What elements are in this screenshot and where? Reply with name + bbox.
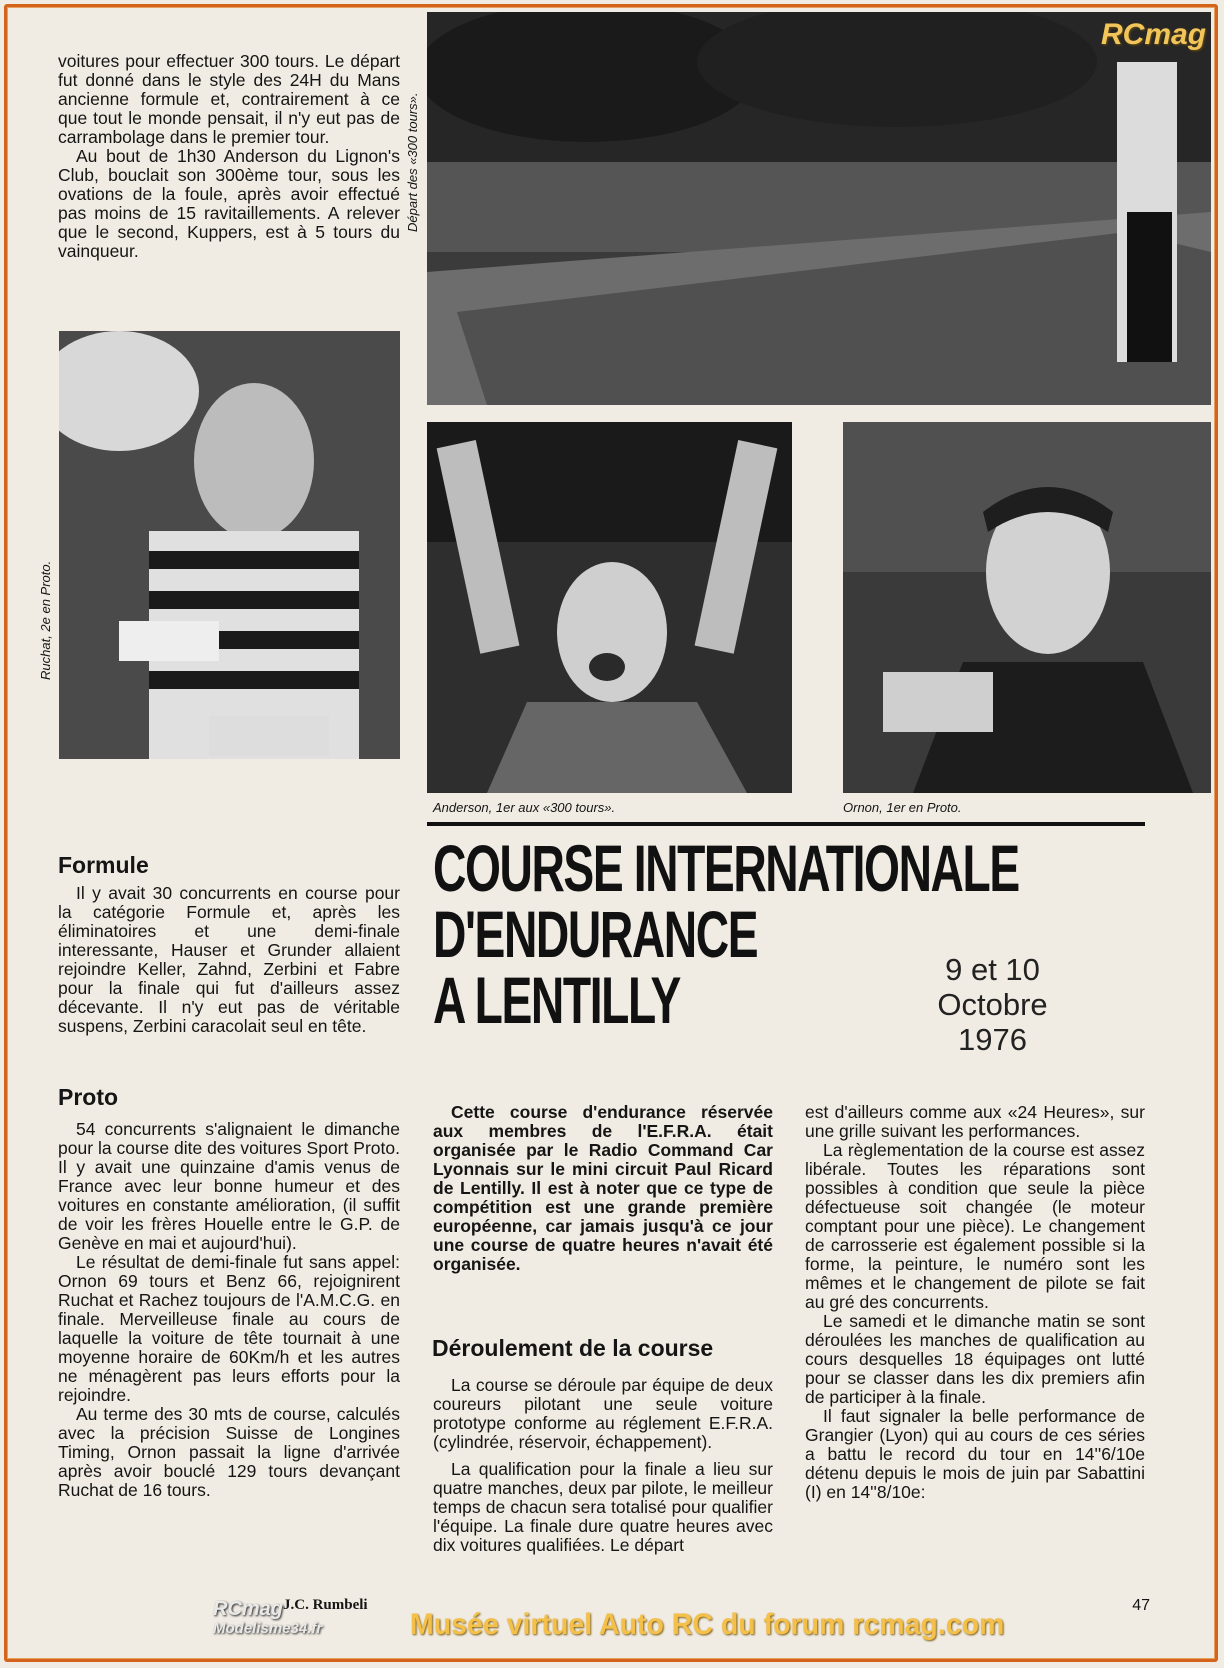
right-paragraph: Le samedi et le dimanche matin se sont déroulées les manches de qualification au cours desquelles 18 équipages ont lutté pour se classer dans les dix premiers afin de participer à la finale. [805,1311,1145,1407]
intro-bold-column [433,1103,773,1274]
deroulement-paragraph: La qualification pour la finale a lieu sur quatre manches, deux par pilote, le meilleur temps de chacun sera totalisé pour qualifier l'équipe. La finale dure quatre heures avec dix voitures qualifiées. Le départ [433,1459,773,1555]
date-line-3: 1976 [958,1022,1027,1057]
deroulement-heading: Déroulement de la course [432,1335,714,1361]
intro-paragraph: voitures pour effectuer 300 tours. Le départ fut donné dans le style des 24H du Mans ancienne formule et, contrairement à ce que tout le monde pensait, il n'y eut pas de carrambolage dans le premier tour. [58,51,400,147]
proto-paragraph: 54 concurrents s'alignaient le dimanche pour la course dite des voitures Sport Proto. Il y avait une quinzaine d'amis venus de France avec leur bonne humeur et des voitures en constante amélioration, (il suffit de voir les frères Houelle entre le G.P. de Genève en mai et aujourd'hui). [58,1119,400,1253]
author-signature: J.C. Rumbeli [283,1597,368,1613]
intro-bold-paragraph: Cette course d'endurance réservée aux membres de l'E.F.R.A. était organisée par le Radio Command Car Lyonnais sur le mini circuit Paul Ricard de Lentilly. Il est à noter que ce type de compétition est une grande première européenne, car jamais jusqu'à ce jour une course de quatre heures n'avait été organisée. [433,1102,773,1274]
date-line-2: Octobre [937,987,1048,1022]
right-paragraph: La règlementation de la course est assez libérale. Toutes les réparations sont possibles à condition que seule la pièce défectueuse soit changée (le moteur comptant pour une pièce). Le changement de carrosserie est également possible si la forme, la peinture, le numéro sont les mêmes et le changement de pilote se fait au gré des concurrents. [805,1140,1145,1312]
page-number: 47 [1132,1597,1150,1614]
proto-paragraph: Au terme des 30 mts de course, calculés avec la précision Suisse de Longines Timing, Ornon passait la ligne d'arrivée après avoir bouclé 129 tours devançant Ruchat de 16 tours. [58,1404,400,1500]
ruchat-caption: Ruchat, 2e en Proto. [38,560,53,680]
rcmag-modelisme-logo [213,1599,322,1639]
deroulement-paragraph: La course se déroule par équipe de deux coureurs pilotant une seule voiture prototype conforme au réglement E.F.R.A. (cylindrée, réservoir, échappement). [433,1375,773,1452]
headline-line-3: A LENTILLY [433,963,680,1037]
formule-paragraph: Il y avait 30 concurrents en course pour la catégorie Formule et, après les éliminatoires et une demi-finale interessante, Hauser et Grunder allaient rejoindre Keller, Zahnd, Zerbini et Fabre pour la finale qui fut d'ailleurs assez décevante. Il n'y eut pas de véritable suspens, Zerbini caracolait seul en tête. [58,883,400,1036]
footer-watermark: Musée virtuel Auto RC du forum rcmag.com [410,1608,1005,1641]
date-line-1: 9 et 10 [945,952,1040,987]
intro-column [58,52,400,261]
event-date [920,952,1065,1057]
deroulement-column [433,1376,773,1555]
race-start-caption: Départ des «300 tours». [405,92,420,232]
race-start-photo [427,12,1211,405]
ruchat-photo [59,331,400,759]
right-column [805,1103,1145,1502]
ornon-caption: Ornon, 1er en Proto. [843,800,962,815]
proto-paragraph: Le résultat de demi-finale fut sans appel: Ornon 69 tours et Benz 66, rejoignirent Ruchat et Rachez toujours de l'A.M.C.G. en finale. Merveilleuse finale au cours de laquelle la voiture de tête tournait à une moyenne horaire de 60Km/h et les autres ne ménagèrent pas leurs efforts pour la rejoindre. [58,1252,400,1405]
ornon-photo [843,422,1211,793]
headline-line-2: D'ENDURANCE [433,897,758,971]
right-paragraph: est d'ailleurs comme aux «24 Heures», sur une grille suivant les performances. [805,1102,1145,1141]
logo-bottom-line-1: RCmag [213,1598,284,1620]
formule-heading: Formule [58,852,149,878]
logo-bottom-line-2: Modelisme34.fr [213,1620,323,1637]
anderson-photo [427,422,792,793]
headline-line-1: COURSE INTERNATIONALE [433,831,1019,905]
anderson-caption: Anderson, 1er aux «300 tours». [433,800,616,815]
headline-rule [427,822,1145,826]
right-paragraph: Il faut signaler la belle performance de Grangier (Lyon) qui au cours de ces séries a battu le record du tour en 14''6/10e détenu depuis le mois de juin par Sabattini (I) en 14''8/10e: [805,1406,1145,1502]
formule-column [58,884,400,1036]
proto-column [58,1120,400,1500]
rcmag-logo: RCmag [1100,18,1206,51]
proto-heading: Proto [58,1084,119,1110]
intro-paragraph: Au bout de 1h30 Anderson du Lignon's Club, bouclait son 300ème tour, sous les ovations de la foule, après avoir effectué pas moins de 15 ravitaillements. A relever que le second, Kuppers, est à 5 tours du vainqueur. [58,146,400,261]
